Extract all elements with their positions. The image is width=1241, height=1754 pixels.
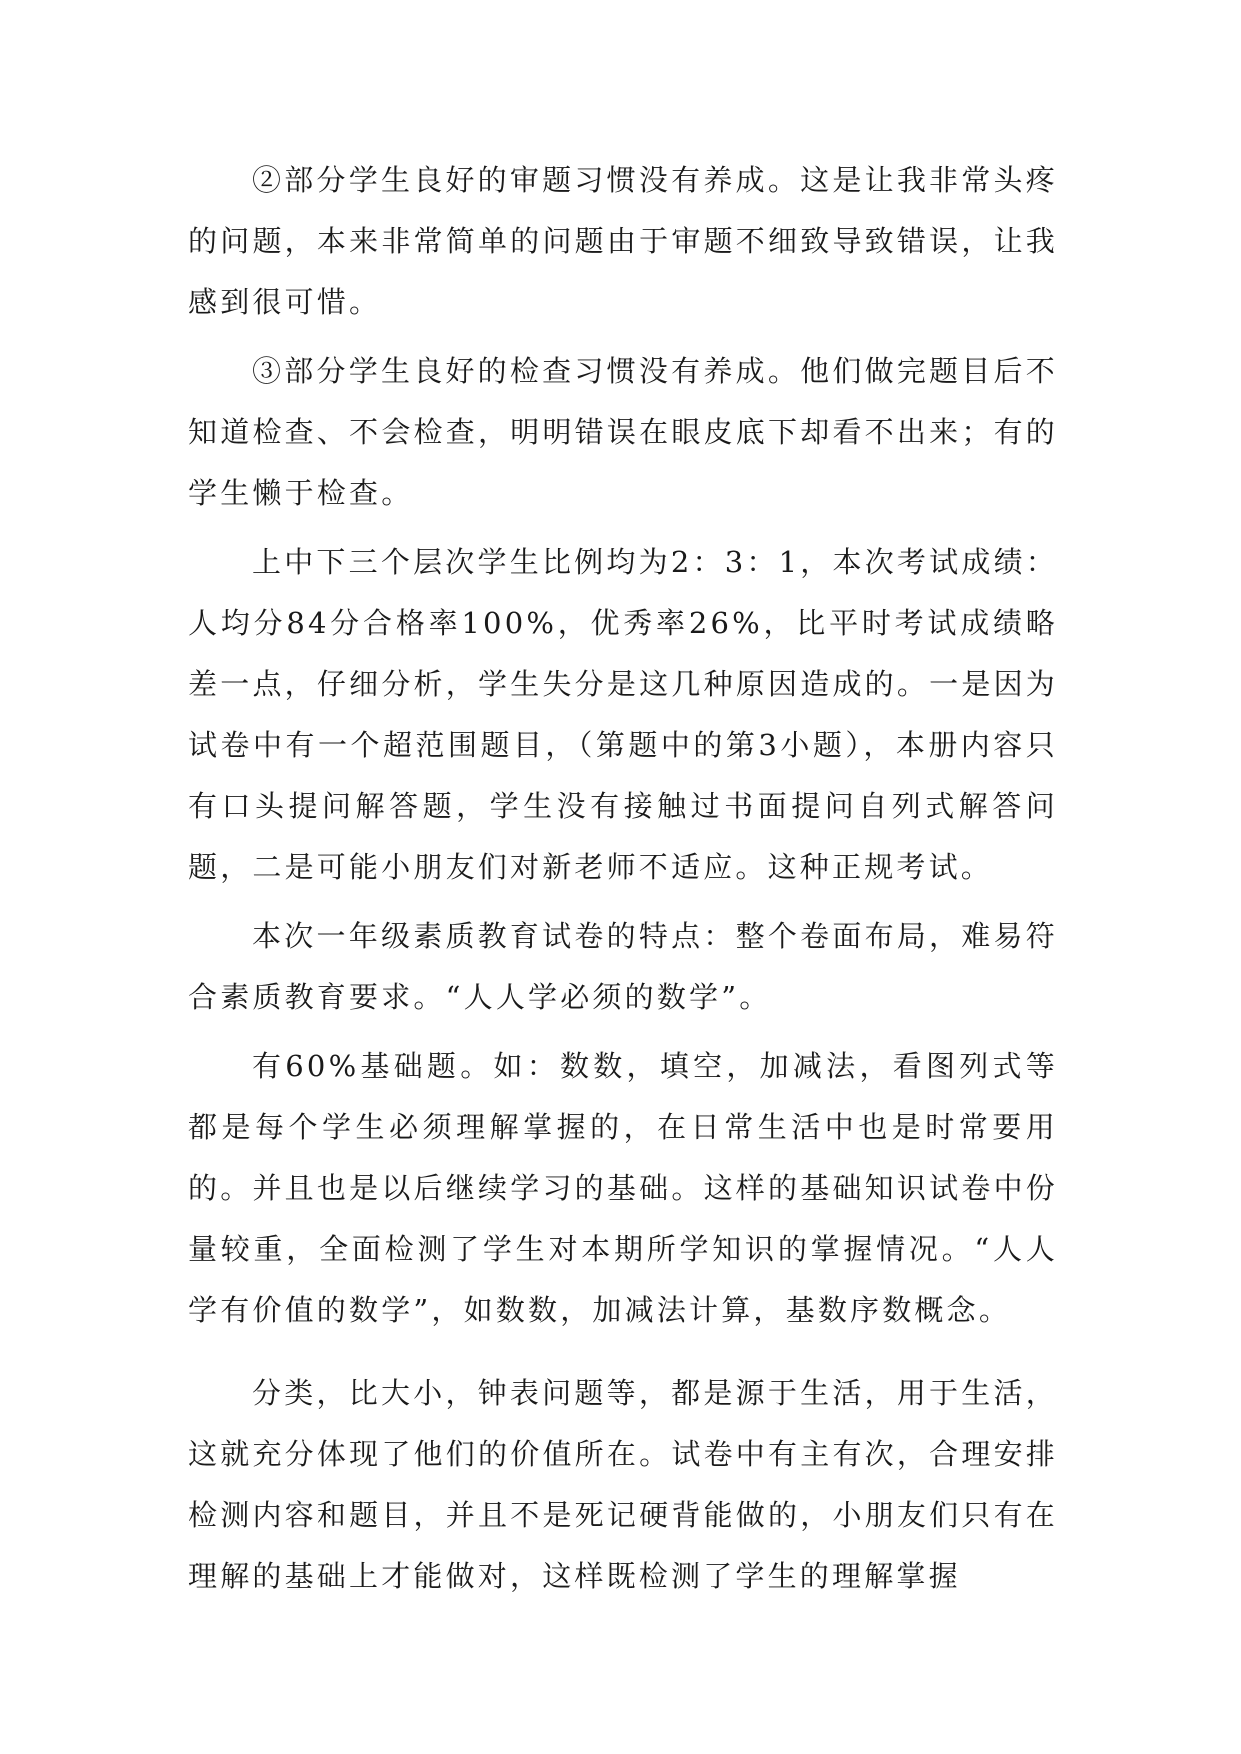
paragraph-review-habit: ②部分学生良好的审题习惯没有养成。这是让我非常头疼的问题，本来非常简单的问题由于审题不细致导致错误，让我感到很可惜。: [188, 163, 1058, 319]
paragraph-paper-features: 本次一年级素质教育试卷的特点：整个卷面布局，难易符合素质教育要求。“人人学必须的数学”。: [188, 919, 1058, 1014]
paragraph-basic-questions: 有60%基础题。如：数数，填空，加减法，看图列式等都是每个学生必须理解掌握的，在日常生活中也是时常要用的。并且也是以后继续学习的基础。这样的基础知识试卷中份量较重，全面检测了学生对本期所学知识的掌握情况。“人人学有价值的数学”，如数数，加减法计算，基数序数概念。: [188, 1049, 1058, 1327]
paragraph-exam-results: 上中下三个层次学生比例均为2：3：1，本次考试成绩：人均分84分合格率100%，优秀率26%，比平时考试成绩略差一点，仔细分析，学生失分是这几种原因造成的。一是因为试卷中有一个超范围题目，（第题中的第3小题），本册内容只有口头提问解答题，学生没有接触过书面提问自列式解答问题，二是可能小朋友们对新老师不适应。这种正规考试。: [188, 545, 1058, 884]
document-body: [188, 150, 1058, 1607]
paragraph-life-value: 分类，比大小，钟表问题等，都是源于生活，用于生活，这就充分体现了他们的价值所在。试卷中有主有次，合理安排检测内容和题目，并且不是死记硬背能做的，小朋友们只有在理解的基础上才能做对，这样既检测了学生的理解掌握: [188, 1376, 1058, 1593]
paragraph-check-habit: ③部分学生良好的检查习惯没有养成。他们做完题目后不知道检查、不会检查，明明错误在眼皮底下却看不出来；有的学生懒于检查。: [188, 354, 1058, 510]
